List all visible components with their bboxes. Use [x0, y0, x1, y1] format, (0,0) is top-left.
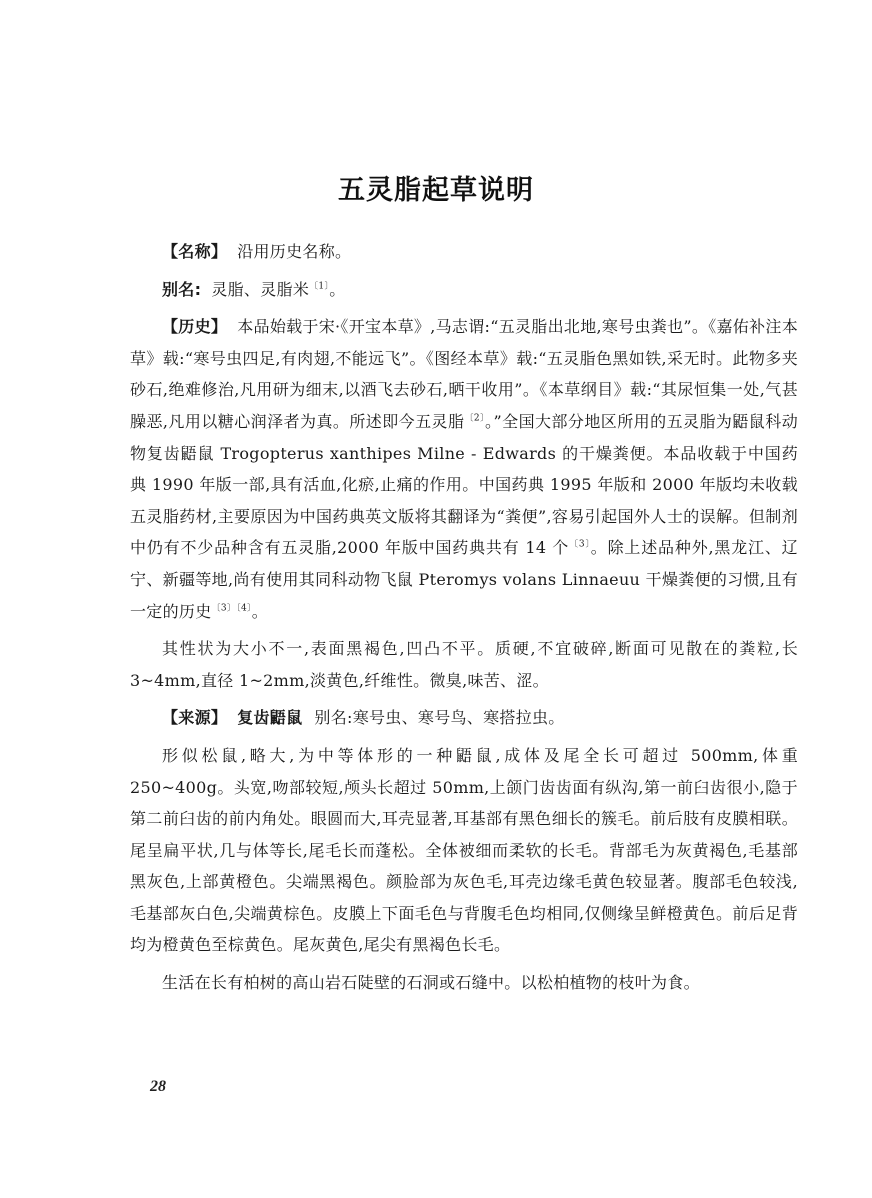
history-text-4: 。 [251, 601, 269, 621]
source-label: 【来源】 [162, 708, 228, 728]
source-alias: 别名:寒号虫、寒号鸟、寒搭拉虫。 [314, 708, 565, 728]
character-paragraph: 其性状为大小不一,表面黑褐色,凹凸不平。质硬,不宜破碎,断面可见散在的粪粒,长 3~4mm,直径 1~2mm,淡黄色,纤维性。微臭,味苦、涩。 [130, 639, 798, 690]
page-number: 28 [150, 1078, 166, 1095]
name-text: 沿用历史名称。 [237, 242, 352, 261]
alias-paragraph [130, 274, 798, 306]
morphology-paragraph: 形似松鼠,略大,为中等体形的一种鼯鼠,成体及尾全长可超过 500mm,体重 250~400g。头宽,吻部较短,颅头长超过 50mm,上颌门齿齿面有纵沟,第一前臼齿很小,隐于第二前臼齿的前内角处。眼圆而大,耳壳显著,耳基部有黑色细长的簇毛。前后肢有皮膜相联。尾呈扁平状,几与体等长,尾毛长而蓬松。全体被细而柔软的长毛。背部毛为灰黄褐色,毛基部黑灰色,上部黄橙色。尖端黑褐色。颜脸部为灰色毛,耳壳边缘毛黄色较显著。腹部毛色较浅,毛基部灰白色,尖端黄棕色。皮膜上下面毛色与背腹毛色均相同,仅侧缘呈鲜橙黄色。前后足背均为橙黄色至棕黄色。尾灰黄色,尾尖有黑褐色长毛。 [130, 745, 798, 955]
page-title: 五灵脂起草说明 [338, 175, 534, 206]
habitat-paragraph: 生活在长有柏树的高山岩石陡壁的石洞或石缝中。以松柏植物的枝叶为食。 [162, 973, 700, 993]
document-body [130, 236, 798, 1005]
history-reference-2: 〔3〕 [569, 540, 591, 551]
history-reference-1: 〔2〕 [464, 413, 486, 424]
alias-end: 。 [329, 279, 346, 299]
history-paragraph [130, 311, 798, 627]
history-text-2: 。”全国大部分地区所用的五灵脂为鼯鼠科动物复齿鼯鼠 Trogopterus xanthipes Milne - Edwards 的干燥粪便。本品收载于中国药典 1990 年版一部,具有活血,化瘀,止痛的作用。中国药典 1995 年版和 2000 年版均未收载五灵脂药材,主要原因为中国药典英文版将其翻译为“粪便”,容易引起国外人士的误解。但制剂中仍有不少品种含有五灵脂,2000 年版中国药典共有 14 个 [130, 411, 799, 558]
history-label: 【历史】 [162, 317, 228, 337]
history-text-1: 本品始载于宋·《开宝本草》,马志谓:“五灵脂出北地,寒号虫粪也”。《嘉佑补注本草》载:“寒号虫四足,有肉翅,不能远飞”。《图经本草》载:“五灵脂色黑如铁,采无时。此物多夹砂石,绝难修治,凡用研为细末,以酒飞去砂石,晒干收用”。《本草纲目》载:“其尿恒集一处,气甚臊恶,凡用以糖心润泽者为真。所述即今五灵脂 [130, 317, 798, 431]
source-species: 复齿鼯鼠 [237, 708, 303, 728]
name-paragraph [130, 236, 798, 268]
alias-text: 灵脂、灵脂米 [211, 279, 310, 299]
alias-label: 别名: [162, 279, 202, 299]
source-paragraph [130, 702, 798, 734]
history-reference-3: 〔3〕〔4〕 [211, 603, 252, 614]
alias-reference: 〔1〕 [309, 281, 330, 292]
history-text-3: 。除上述品种外,黑龙江、辽宁、新疆等地,尚有使用其同科动物飞鼠 Pteromys volans Linnaeuu 干燥粪便的习惯,且有一定的历史 [130, 538, 798, 621]
name-label: 【名称】 [162, 242, 228, 261]
